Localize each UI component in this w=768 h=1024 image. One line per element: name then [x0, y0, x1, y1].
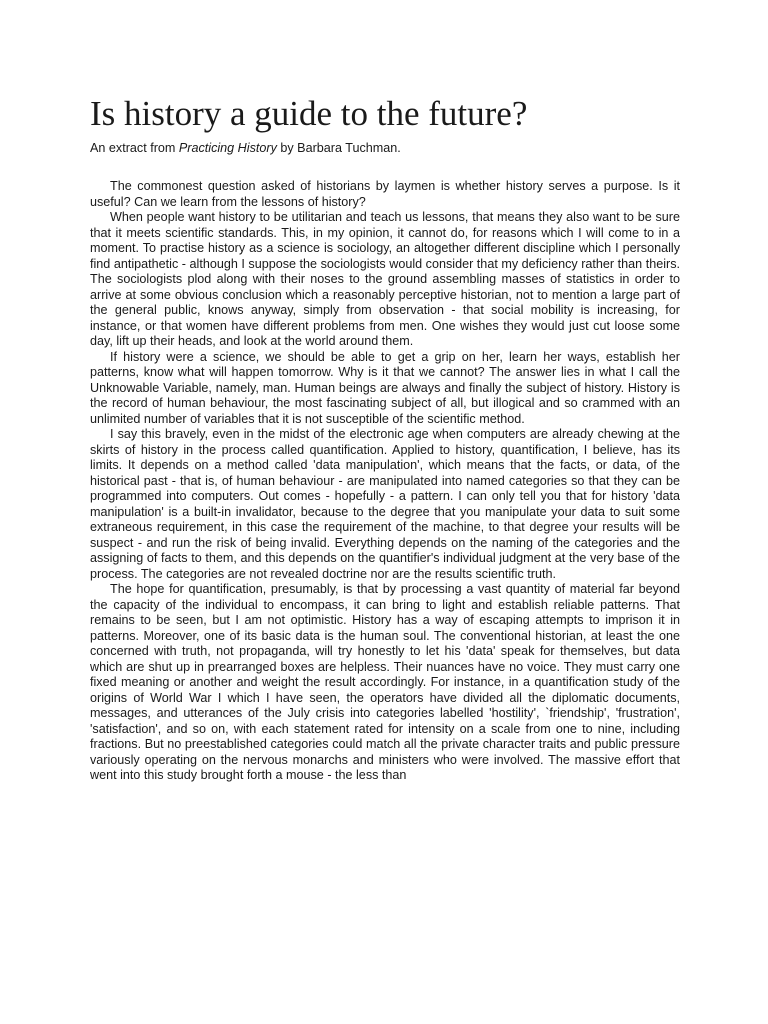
article-body [90, 179, 680, 999]
subtitle [90, 140, 401, 156]
paragraph-5: The hope for quantification, presumably, is that by processing a vast quantity of material far beyond the capacity of the individual to encompass, it can bring to light and establish reliable patterns. That remains to be seen, but I am not optimistic. History has a way of escaping attempts to imprison it in patterns. Moreover, one of its basic data is the human soul. The conventional historian, at least the one concerned with truth, not propaganda, will try honestly to let his 'data' speak for themselves, but data which are shut up in prearranged boxes are helpless. Their nuances have no voice. They must carry one fixed meaning or another and weight the result accordingly. For instance, in a quantification study of the origins of World War I which I have seen, the operators have divided all the diplomatic documents, messages, and utterances of the July crisis into categories labelled 'hostility', `friendship', 'frustration', 'satisfaction', and so on, with each statement rated for intensity on a scale from one to nine, including fractions. But no preestablished categories could match all the private character traits and public pressure variously operating on the nervous monarchs and ministers who were involved. The massive effort that went into this study brought forth a mouse - the less than [90, 582, 680, 782]
book-title: Practicing History [178, 141, 277, 155]
paragraph-3: If history were a science, we should be able to get a grip on her, learn her ways, establish her patterns, know what will happen tomorrow. Why is it that we cannot? The answer lies in what I call the Unknowable Variable, namely, man. Human beings are always and finally the subject of history. History is the record of human behaviour, the most fascinating subject of all, but illogical and so crammed with an unlimited number of variables that it is not susceptible of the scientific method. [90, 349, 680, 426]
page-title: Is history a guide to the future? [90, 94, 528, 133]
paragraph-1: The commonest question asked of historians by laymen is whether history serves a purpose. Is it useful? Can we learn from the lessons of history? [90, 179, 680, 209]
paragraph-4: I say this bravely, even in the midst of the electronic age when computers are already chewing at the skirts of history in the process called quantification. Applied to history, quantification, I believe, has its limits. It depends on a method called 'data manipulation', which means that the facts, or data, of the historical past - that is, of human behaviour - are manipulated into named categories so that they can be programmed into computers. Out comes - hopefully - a pattern. I can only tell you that for history 'data manipulation' is a built-in invalidator, because to the degree that you manipulate your data to suit some extraneous requirement, in this case the requirement of the machine, to that degree your results will be suspect - and run the risk of being invalid. Everything depends on the naming of the categories and the assigning of facts to them, and this depends on the quantifier's individual judgment at the very base of the process. The categories are not revealed doctrine nor are the results scientific truth. [90, 427, 680, 581]
subtitle-suffix: by Barbara Tuchman. [276, 141, 401, 155]
paragraph-2: When people want history to be utilitarian and teach us lessons, that means they also want to be sure that it meets scientific standards. This, in my opinion, it cannot do, for reasons which I will come to in a moment. To practise history as a science is sociology, an altogether different discipline which I personally find antipathetic - although I suppose the sociologists would consider that my deficiency rather than theirs. The sociologists plod along with their noses to the ground assembling masses of statistics in order to arrive at some obvious conclusion which a reasonably perceptive historian, not to mention a large part of the general public, knows anyway, simply from observation - that social mobility is increasing, for instance, or that women have different problems from men. One wishes they would just cut loose some day, lift up their heads, and look at the world around them. [90, 210, 680, 348]
subtitle-prefix: An extract from [90, 141, 179, 155]
